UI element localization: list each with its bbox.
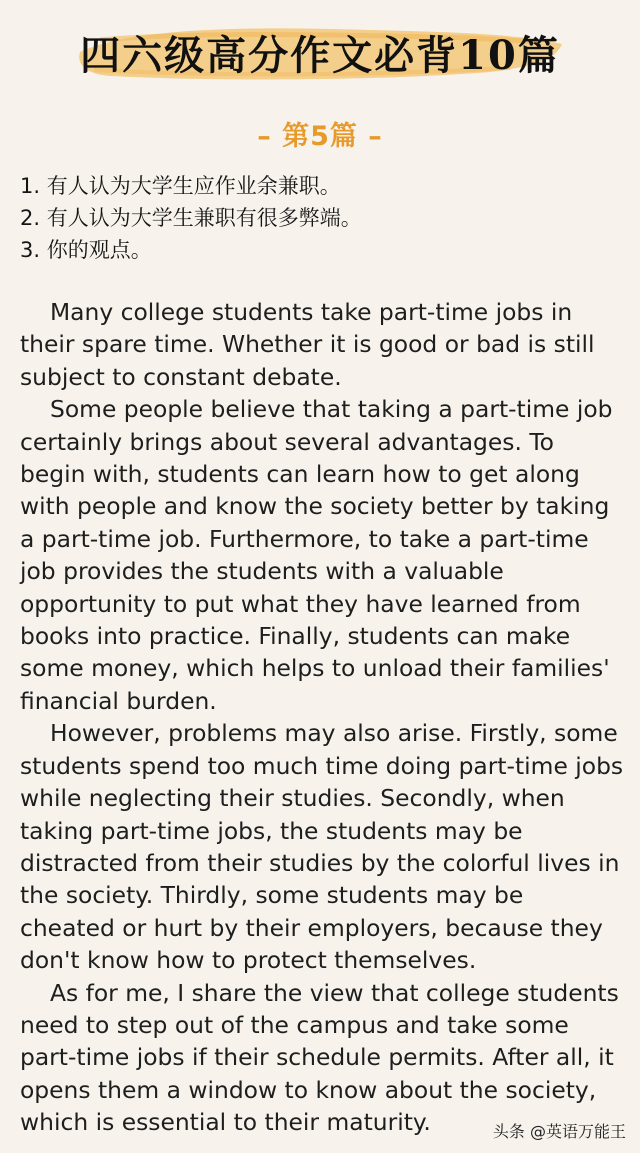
essay-number-subtitle: – 第5篇 –: [257, 121, 383, 152]
title-banner: [0, 14, 640, 86]
prompt-item: 1. 有人认为大学生应作业余兼职。: [20, 174, 341, 198]
page-title: 四六级高分作文必背10篇: [80, 32, 560, 79]
essay-paragraph-conclusion: As for me, I share the view that college students need to step out of the campus and take some part-time jobs if their schedule permits. After all, it opens them a window to know about the society, which is essential to their maturity.: [20, 978, 619, 1137]
writing-prompts-list: [20, 170, 620, 266]
essay-paragraph-intro: Many college students take part-time jobs in their spare time. Whether it is good or bad is still subject to constant debate.: [20, 298, 595, 391]
essay-paragraph-disadvantages: However, problems may also arise. Firstly, some students spend too much time doing part-time jobs while neglecting their studies. Secondly, when taking part-time jobs, the students may be distracted from their studies by the colorful lives in the society. Thirdly, some students may be cheated or hurt by their employers, because they don't know how to protect themselves.: [20, 719, 624, 975]
prompt-item: 2. 有人认为大学生兼职有很多弊端。: [20, 206, 362, 230]
prompt-item: 3. 你的观点。: [20, 238, 152, 262]
essay-body: [20, 296, 624, 1139]
essay-paragraph-advantages: Some people believe that taking a part-time job certainly brings about several advantages. To begin with, students can learn how to get along with people and know the society better by taking a part-time job. Furthermore, to take a part-time job provides the students with a valuable opportunity to put what they have learned from books into practice. Finally, students can make some money, which helps to unload their families' financial burden.: [20, 395, 613, 715]
source-watermark: 头条 @英语万能王: [492, 1122, 626, 1141]
